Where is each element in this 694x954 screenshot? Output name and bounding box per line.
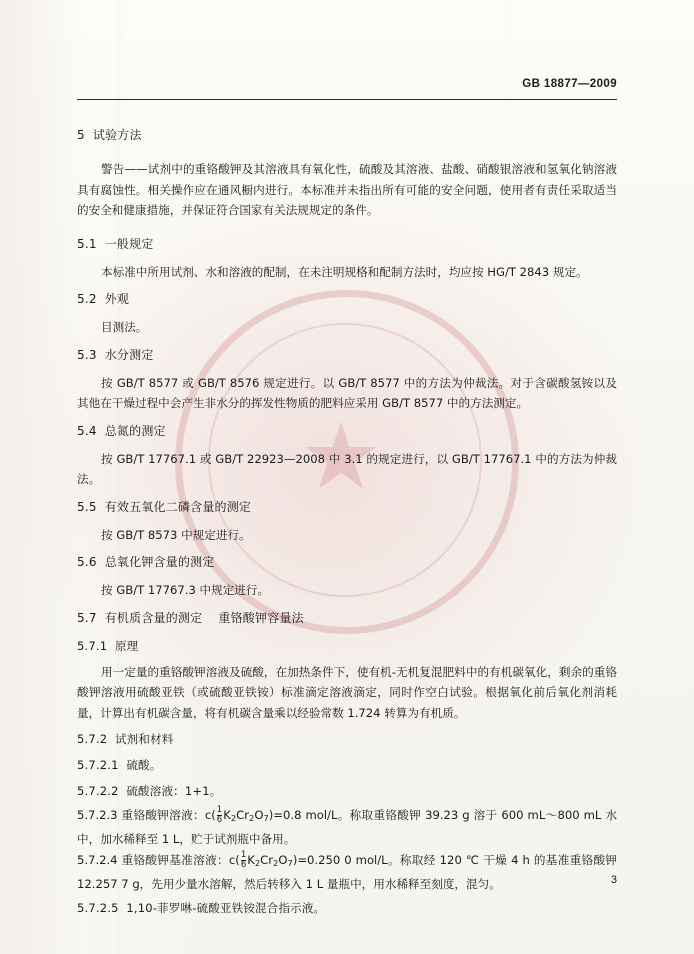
warning-paragraph: 警告——试剂中的重铬酸钾及其溶液具有氧化性，硫酸及其溶液、盐酸、硝酸银溶液和氢氧化钠溶液具有腐蚀性。相关操作应在通风橱内进行。本标准并未指出所有可能的安全问题，使用者有责任采取适当的安全和健康措施，并保证符合国家有关法规规定的条件。 (77, 162, 617, 217)
paragraph-5-2: 目测法。 (101, 320, 148, 334)
heading-5-7-2: 5.7.2 试剂和材料 (77, 732, 174, 746)
fraction-one-sixth: $\frac{1}{6}$ (240, 849, 247, 870)
heading-5-4: 5.4 总氮的测定 (77, 423, 166, 438)
paragraph-5-5: 按 GB/T 8573 中规定进行。 (101, 527, 251, 542)
heading-5-7-1: 5.7.1 原理 (77, 638, 139, 653)
paragraph-5-7-2-3: 5.7.2.3 重铬酸钾溶液：c( $\frac{1}{6}$ $K_2Cr_2O_7)=0.8$ mol/L。称取重铬酸钾 39.23 g 溶于 600 mL～800 mL 水中，加水稀释至 1 L，贮于试剂瓶中备用。 (77, 804, 617, 846)
text-5724-suffix: )=0.250 0 mol/L。称取经 120 ℃ 干燥 4 h 的基准重铬酸钾 12.257 7 g，先用少量水溶解，然后转移入 1 L 量瓶中，用水稀释至刻度，混匀。 (77, 853, 617, 891)
heading-5-7-2-2: 5.7.2.2 硫酸溶液：1+1。 (77, 784, 222, 798)
heading-5-3: 5.3 水分测定 (77, 347, 154, 362)
seal-star-icon: ★ (299, 403, 383, 510)
text-5723-suffix: )=0.8 mol/L。称取重铬酸钾 39.23 g 溶于 600 mL～800 mL 水中，加水稀释至 1 L，贮于试剂瓶中备用。 (77, 808, 617, 846)
paragraph-5-6: 按 GB/T 17767.3 中规定进行。 (101, 583, 270, 597)
fraction-one-sixth: $\frac{1}{6}$ (216, 804, 223, 825)
paragraph-5-3: 按 GB/T 8577 或 GB/T 8576 规定进行。以 GB/T 8577 中的方法为仲裁法。对于含碳酸氢铵以及其他在干燥过程中会产生非水分的挥发性物质的肥料应采用 GB/T 8577 中的方法测定。 (77, 375, 617, 410)
heading-5-2: 5.2 外观 (77, 292, 130, 306)
document-code: GB 18877—2009 (522, 78, 617, 90)
paragraph-5-7-2-4: 5.7.2.4 重铬酸钾基准溶液：c( $\frac{1}{6}$ $K_2Cr_2O_7)=0.250$ 0 mol/L。称取经 120 ℃ 干燥 4 h 的基准重铬酸钾 12.257 7 g，先用少量水溶解，然后转移入 1 L 量瓶中，用水稀释至刻度，混匀。 (77, 849, 617, 891)
heading-5-1: 5.1 一般规定 (77, 236, 154, 251)
paragraph-5-4: 按 GB/T 17767.1 或 GB/T 22923—2008 中 3.1 的规定进行，以 GB/T 17767.1 中的方法为仲裁法。 (77, 451, 617, 486)
header-divider (77, 99, 617, 100)
heading-section-5: 5 试验方法 (77, 128, 142, 142)
heading-5-7-2-5: 5.7.2.5 1,10-菲罗啉-硫酸亚铁铵混合指示液。 (77, 901, 326, 916)
heading-5-6: 5.6 总氧化钾含量的测定 (77, 555, 215, 569)
paragraph-5-1: 本标准中所用试剂、水和溶液的配制，在未注明规格和配制方法时，均应按 HG/T 2843 规定。 (101, 264, 588, 279)
heading-5-7-2-1: 5.7.2.1 硫酸。 (77, 758, 162, 772)
heading-5-7: 5.7 有机质含量的测定 重铬酸钾容量法 (77, 610, 304, 625)
paragraph-5-7-1: 用一定量的重铬酸钾溶液及硫酸，在加热条件下，使有机-无机复混肥料中的有机碳氧化，剩余的重铬酸钾溶液用硫酸亚铁（或硫酸亚铁铵）标准滴定溶液滴定，同时作空白试验。根据氧化前后氧化剂消耗量，计算出有机碳含量，将有机碳含量乘以经验常数 1.724 转算为有机质。 (77, 664, 617, 720)
text-5724-prefix: 5.7.2.4 重铬酸钾基准溶液：c( (77, 853, 240, 868)
heading-5-5: 5.5 有效五氧化二磷含量的测定 (77, 499, 252, 514)
page-number: 3 (610, 874, 617, 886)
document-body (77, 120, 617, 921)
text-5723-prefix: 5.7.2.3 重铬酸钾溶液：c( (77, 808, 216, 822)
